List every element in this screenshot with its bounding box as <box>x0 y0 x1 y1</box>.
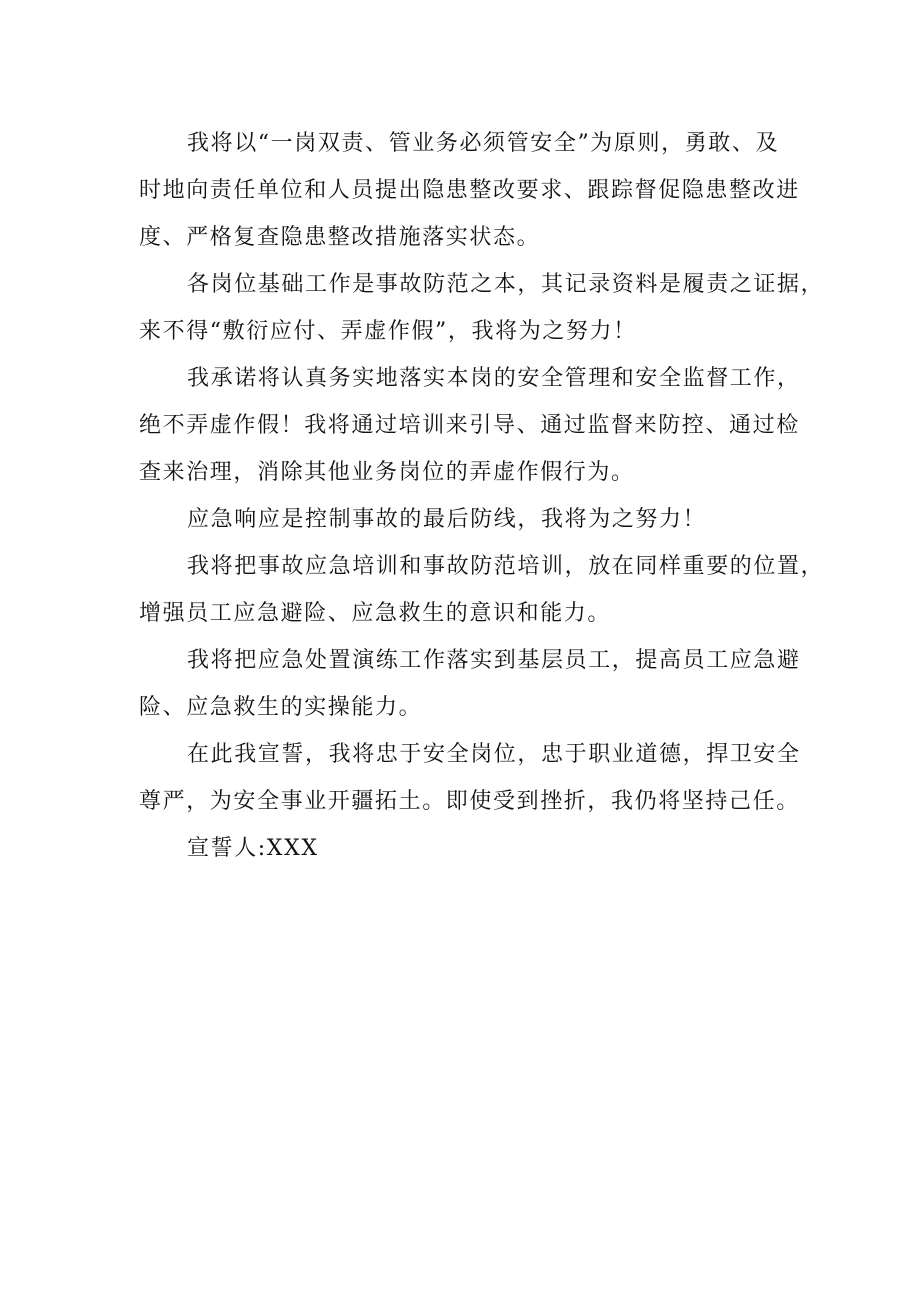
paragraph-line: 我承诺将认真务实地落实本岗的安全管理和安全监督工作， <box>187 366 801 391</box>
paragraph-line: 应急响应是控制事故的最后防线，我将为之努力！ <box>187 507 707 532</box>
paragraph-line: 时地向责任单位和人员提出隐患整改要求、跟踪督促隐患整改进 <box>139 178 800 203</box>
signature-line: 宣誓人:XXX <box>187 836 319 861</box>
paragraph-line: 绝不弄虚作假！我将通过培训来引导、通过监督来防控、通过检 <box>139 413 800 438</box>
paragraph-line: 来不得“敷衍应付、弄虚作假”，我将为之努力！ <box>139 319 637 344</box>
paragraph-line: 险、应急救生的实操能力。 <box>139 695 423 720</box>
paragraph-3 <box>139 355 801 496</box>
paragraph-4 <box>139 496 791 543</box>
paragraph-line: 我将把事故应急培训和事故防范培训，放在同样重要的位置， <box>187 554 825 579</box>
paragraph-line: 增强员工应急避险、应急救生的意识和能力。 <box>139 601 612 626</box>
paragraph-line: 查来治理，消除其他业务岗位的弄虚作假行为。 <box>139 460 635 485</box>
paragraph-5 <box>139 543 825 637</box>
paragraph-line: 我将以“一岗双责、管业务必须管安全”为原则，勇敢、及 <box>187 131 780 156</box>
paragraph-7 <box>139 731 801 825</box>
paragraph-line: 度、严格复查隐患整改措施落实状态。 <box>139 225 541 250</box>
paragraph-line: 我将把应急处置演练工作落实到基层员工，提高员工应急避 <box>187 648 801 673</box>
paragraph-6 <box>139 637 801 731</box>
paragraph-1 <box>139 120 800 261</box>
paragraph-line: 各岗位基础工作是事故防范之本，其记录资料是履责之证据， <box>187 272 825 297</box>
paragraph-2 <box>139 261 825 355</box>
paragraph-line: 尊严，为安全事业开疆拓土。即使受到挫折，我仍将坚持己任。 <box>139 789 800 814</box>
document-body <box>139 120 825 872</box>
paragraph-line: 在此我宣誓，我将忠于安全岗位，忠于职业道德，捍卫安全 <box>187 742 801 767</box>
